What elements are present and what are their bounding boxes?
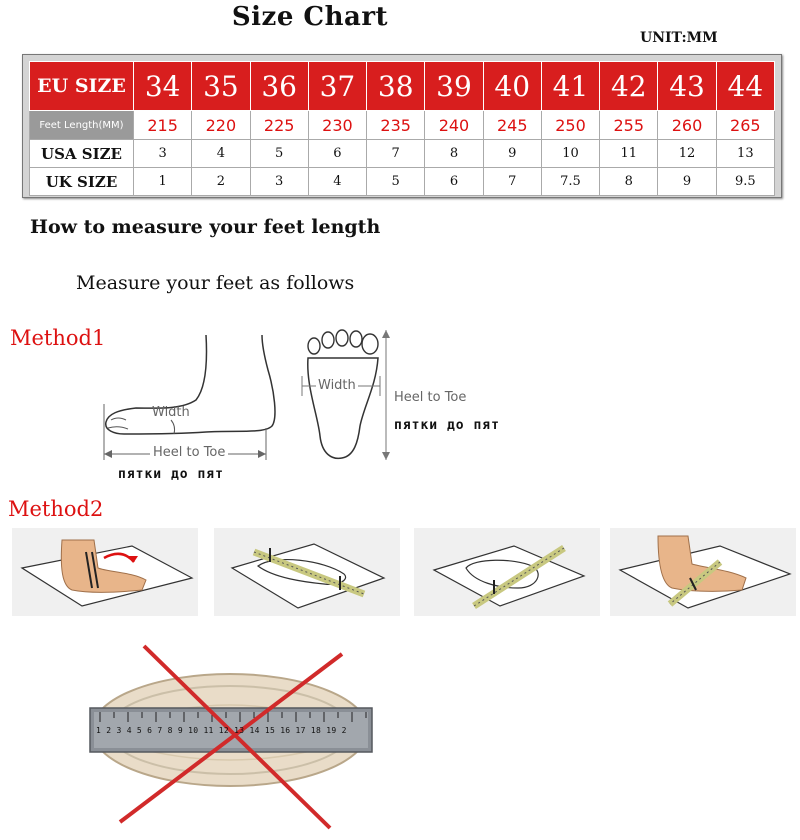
method1-label: Method1 — [10, 326, 106, 350]
size-cell: 6 — [425, 168, 483, 196]
size-cell: 235 — [367, 111, 425, 140]
size-cell: 1 — [134, 168, 192, 196]
row-header: Feet Length(MM) — [30, 111, 134, 140]
size-cell: 12 — [658, 140, 716, 168]
method2-step3-photo — [414, 528, 600, 616]
size-cell: 38 — [367, 62, 425, 111]
eu-size-row — [30, 62, 775, 111]
shoe-sole-wrong-method-photo — [80, 640, 380, 836]
method2-step1-photo — [12, 528, 198, 616]
size-cell: 225 — [250, 111, 308, 140]
size-cell: 7.5 — [541, 168, 599, 196]
size-cell: 5 — [250, 140, 308, 168]
size-cell: 4 — [192, 140, 250, 168]
method2-step2-photo — [214, 528, 400, 616]
size-cell: 41 — [541, 62, 599, 111]
width-label-side: Width — [152, 405, 190, 420]
size-cell: 230 — [308, 111, 366, 140]
usa-size-row — [30, 140, 775, 168]
size-cell: 3 — [250, 168, 308, 196]
size-cell: 43 — [658, 62, 716, 111]
size-cell: 37 — [308, 62, 366, 111]
russian-label-top: пятки до пят — [394, 418, 500, 433]
foot-side-view-illustration — [96, 330, 286, 490]
size-cell: 9.5 — [716, 168, 774, 196]
measure-subheading: Measure your feet as follows — [76, 272, 355, 294]
heel-to-toe-label-side: Heel to Toe — [150, 445, 228, 460]
russian-label-side: пятки до пят — [118, 467, 224, 482]
size-cell: 8 — [425, 140, 483, 168]
size-cell: 5 — [367, 168, 425, 196]
page-title: Size Chart — [231, 2, 389, 32]
how-to-measure-heading: How to measure your feet length — [30, 216, 381, 238]
size-cell: 11 — [600, 140, 658, 168]
size-cell: 7 — [367, 140, 425, 168]
ruler-numbers: 1 2 3 4 5 6 7 8 9 10 11 12 13 14 15 16 17 18 19 2 — [96, 726, 347, 735]
size-cell: 9 — [483, 140, 541, 168]
feet-length-row — [30, 111, 775, 140]
size-cell: 4 — [308, 168, 366, 196]
row-header: USA SIZE — [30, 140, 134, 168]
size-cell: 215 — [134, 111, 192, 140]
size-cell: 35 — [192, 62, 250, 111]
size-cell: 36 — [250, 62, 308, 111]
size-cell: 3 — [134, 140, 192, 168]
size-cell: 6 — [308, 140, 366, 168]
size-cell: 42 — [600, 62, 658, 111]
size-cell: 34 — [134, 62, 192, 111]
foot-top-view-illustration — [296, 326, 392, 466]
size-cell: 265 — [716, 111, 774, 140]
size-cell: 40 — [483, 62, 541, 111]
size-cell: 2 — [192, 168, 250, 196]
size-cell: 260 — [658, 111, 716, 140]
size-table — [29, 61, 775, 196]
size-cell: 240 — [425, 111, 483, 140]
heel-to-toe-label-top: Heel to Toe — [394, 390, 467, 405]
size-cell: 255 — [600, 111, 658, 140]
width-label-top: Width — [318, 378, 356, 393]
size-cell: 10 — [541, 140, 599, 168]
size-cell: 8 — [600, 168, 658, 196]
unit-label: UNIT:MM — [640, 30, 718, 46]
size-cell: 39 — [425, 62, 483, 111]
size-cell: 7 — [483, 168, 541, 196]
method2-label: Method2 — [8, 497, 104, 521]
uk-size-row — [30, 168, 775, 196]
size-cell: 13 — [716, 140, 774, 168]
row-header: UK SIZE — [30, 168, 134, 196]
method2-step4-photo — [610, 528, 796, 616]
row-header: EU SIZE — [30, 62, 134, 111]
size-cell: 245 — [483, 111, 541, 140]
size-cell: 44 — [716, 62, 774, 111]
size-cell: 250 — [541, 111, 599, 140]
size-chart — [22, 54, 782, 198]
size-cell: 9 — [658, 168, 716, 196]
size-cell: 220 — [192, 111, 250, 140]
